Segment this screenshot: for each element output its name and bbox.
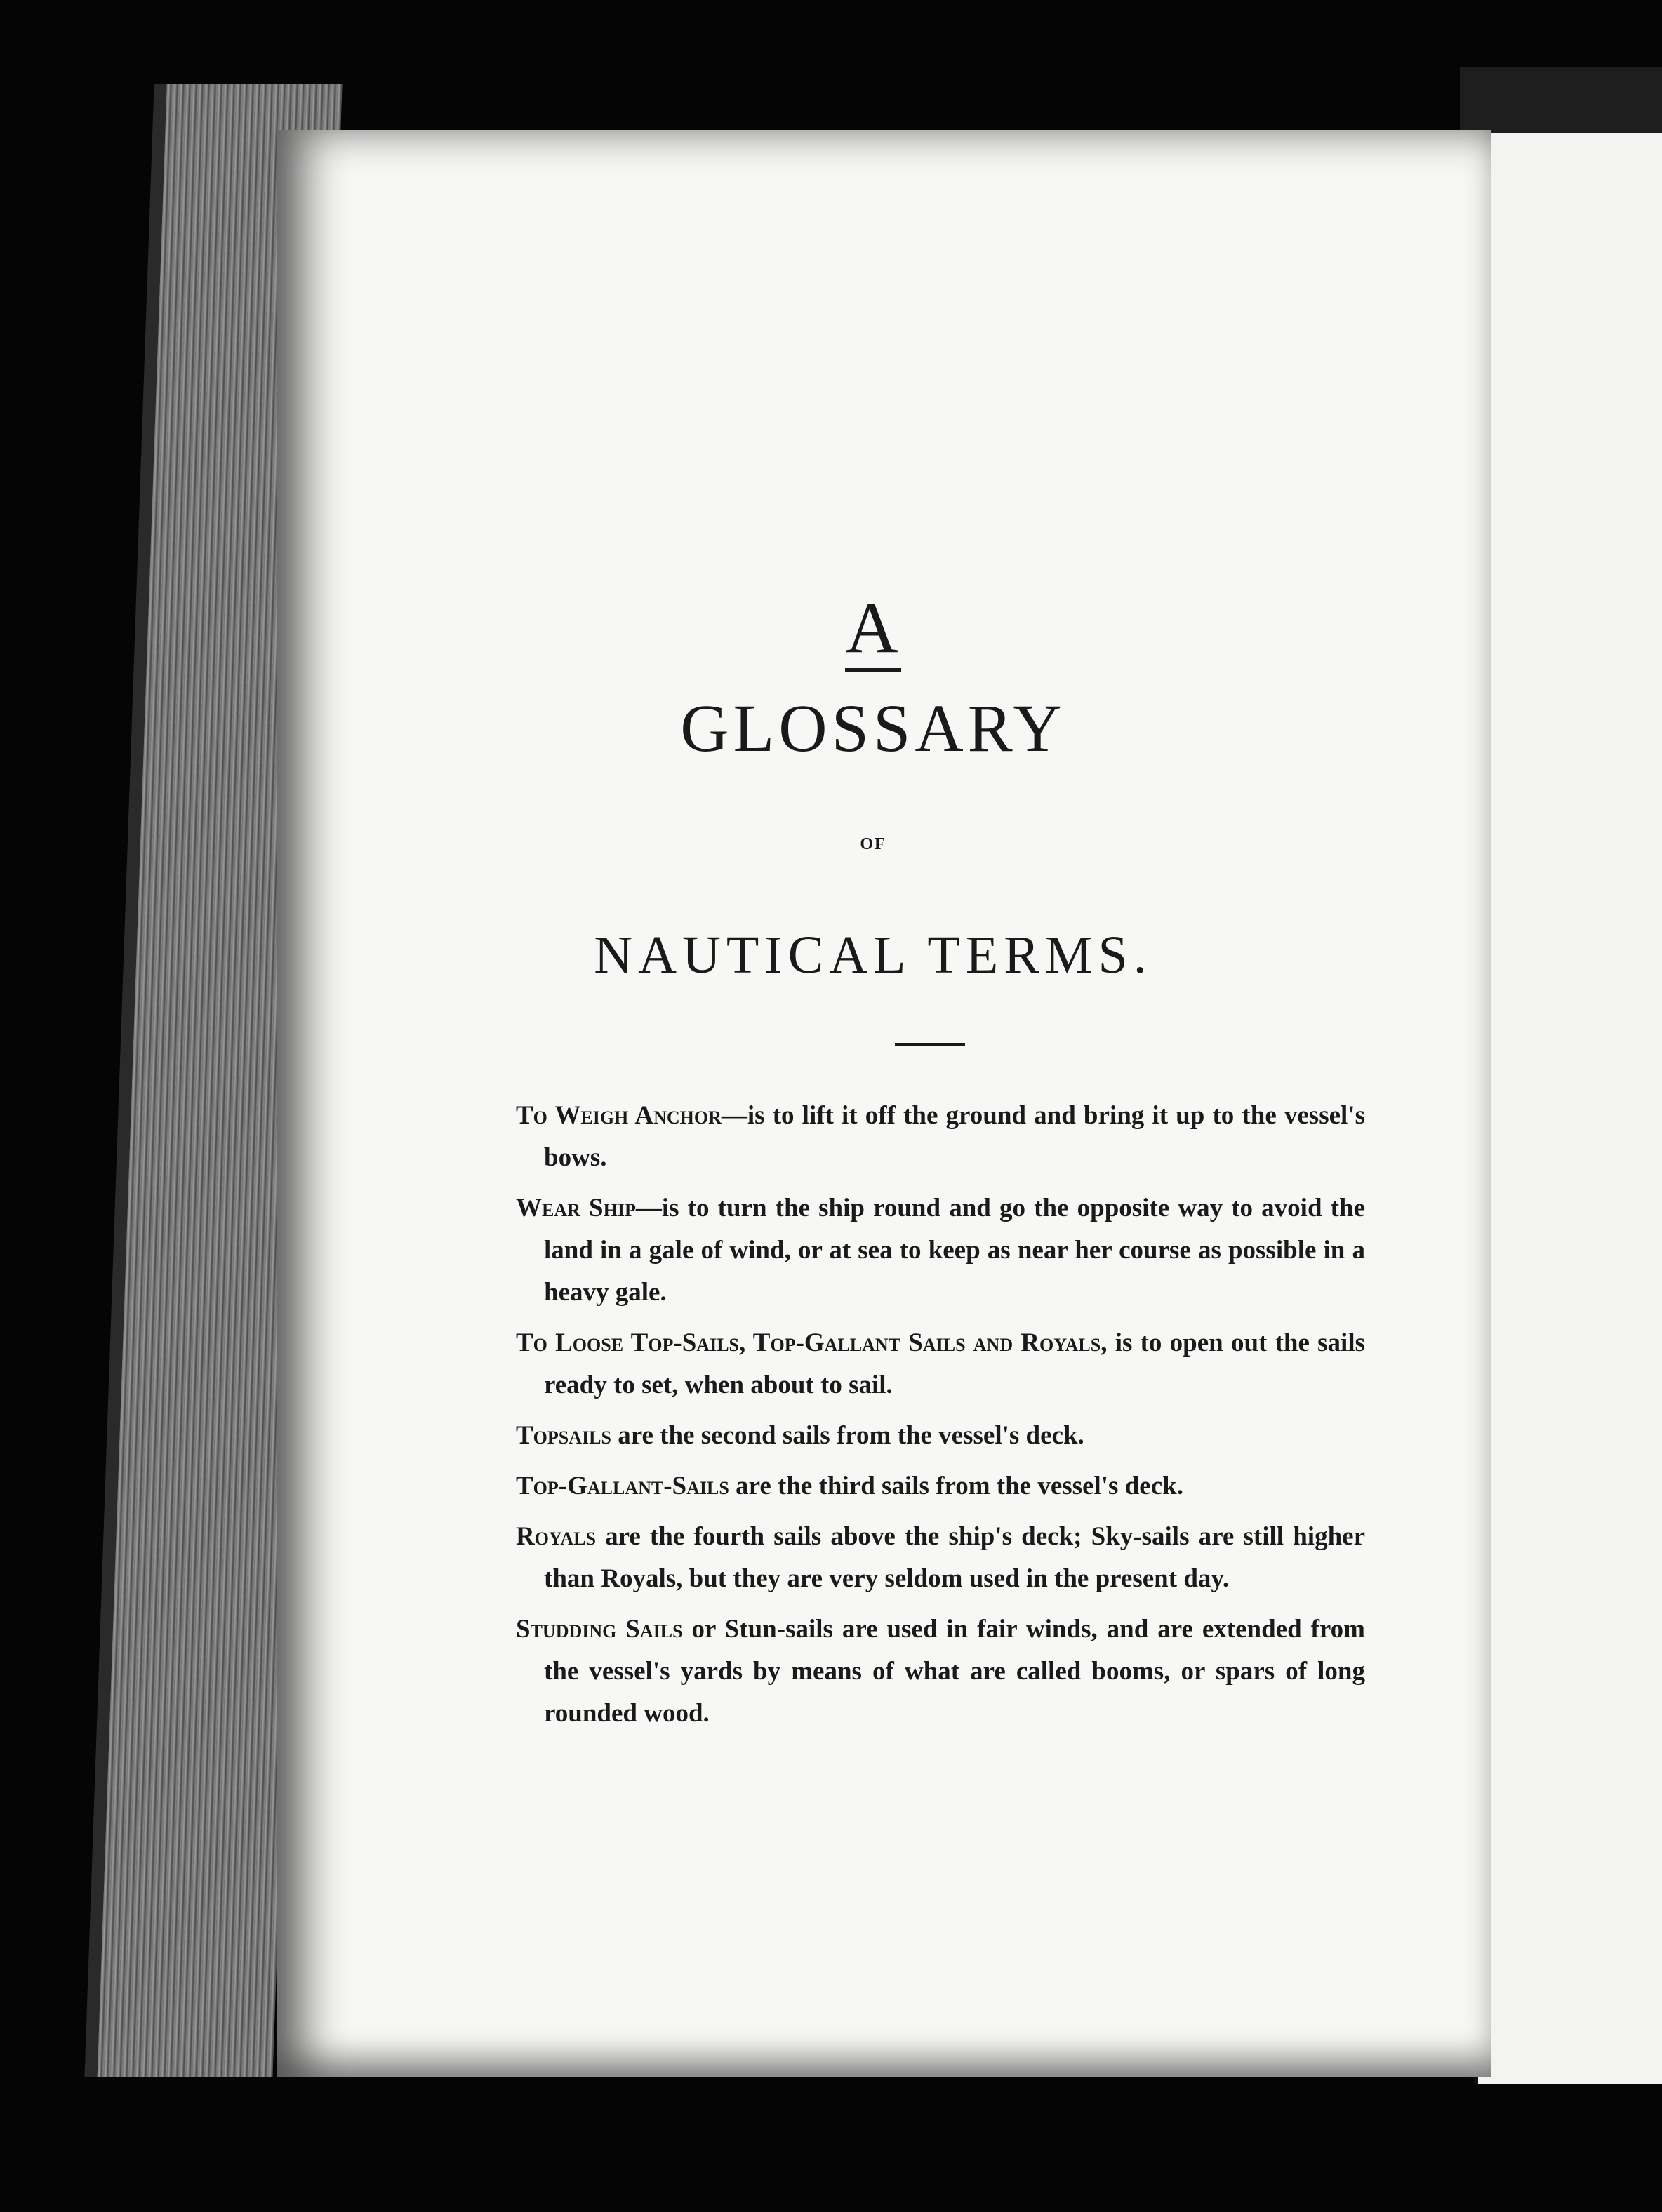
entry-text: —is to lift it off the ground and bring it up to the vessel's bows. xyxy=(544,1101,1365,1172)
title-glossary: GLOSSARY xyxy=(680,691,1066,766)
entry-text: or Stun-sails are used in fair winds, and are extended from the vessel's yards by means of what are called booms, or spars of long rounded wood. xyxy=(544,1615,1365,1728)
entry-text: are the fourth sails above the ship's deck; Sky-sails are still higher than Royals, but they are very seldom used in the present day. xyxy=(544,1522,1365,1593)
entry-term: Studding Sails xyxy=(516,1615,683,1644)
title-nautical-terms: NAUTICAL TERMS. xyxy=(594,926,1152,985)
title-article: A xyxy=(0,586,1662,669)
glossary-entry xyxy=(516,1187,1365,1314)
entry-term: Topsails xyxy=(516,1421,611,1450)
facing-page xyxy=(1474,133,1662,2084)
entry-term: Royals xyxy=(516,1522,596,1551)
entry-text: —is to turn the ship round and go the opposite way to avoid the land in a gale of wind, or at sea to keep as near her course as possible in a heavy gale. xyxy=(544,1194,1365,1307)
title-of: OF xyxy=(860,835,886,853)
entry-text: are the third sails from the vessel's deck. xyxy=(729,1472,1183,1500)
glossary-entries xyxy=(516,1095,1365,1743)
entry-text: is to open out the sails ready to set, when about to sail. xyxy=(544,1328,1365,1399)
glossary-entry xyxy=(516,1465,1365,1507)
glossary-entry xyxy=(516,1516,1365,1600)
background-strip xyxy=(1460,67,1662,137)
entry-term: To Loose Top-Sails, Top-Gallant Sails and Royals, xyxy=(516,1328,1108,1357)
glossary-entry xyxy=(516,1608,1365,1735)
entry-term: To Weigh Anchor xyxy=(516,1101,722,1130)
entry-text: are the second sails from the vessel's deck. xyxy=(611,1421,1084,1450)
glossary-entry xyxy=(516,1095,1365,1179)
glossary-entry xyxy=(516,1322,1365,1406)
glossary-entry xyxy=(516,1415,1365,1457)
title-rule xyxy=(895,1043,965,1046)
entry-term: Top-Gallant-Sails xyxy=(516,1472,729,1500)
entry-term: Wear Ship xyxy=(516,1194,636,1222)
